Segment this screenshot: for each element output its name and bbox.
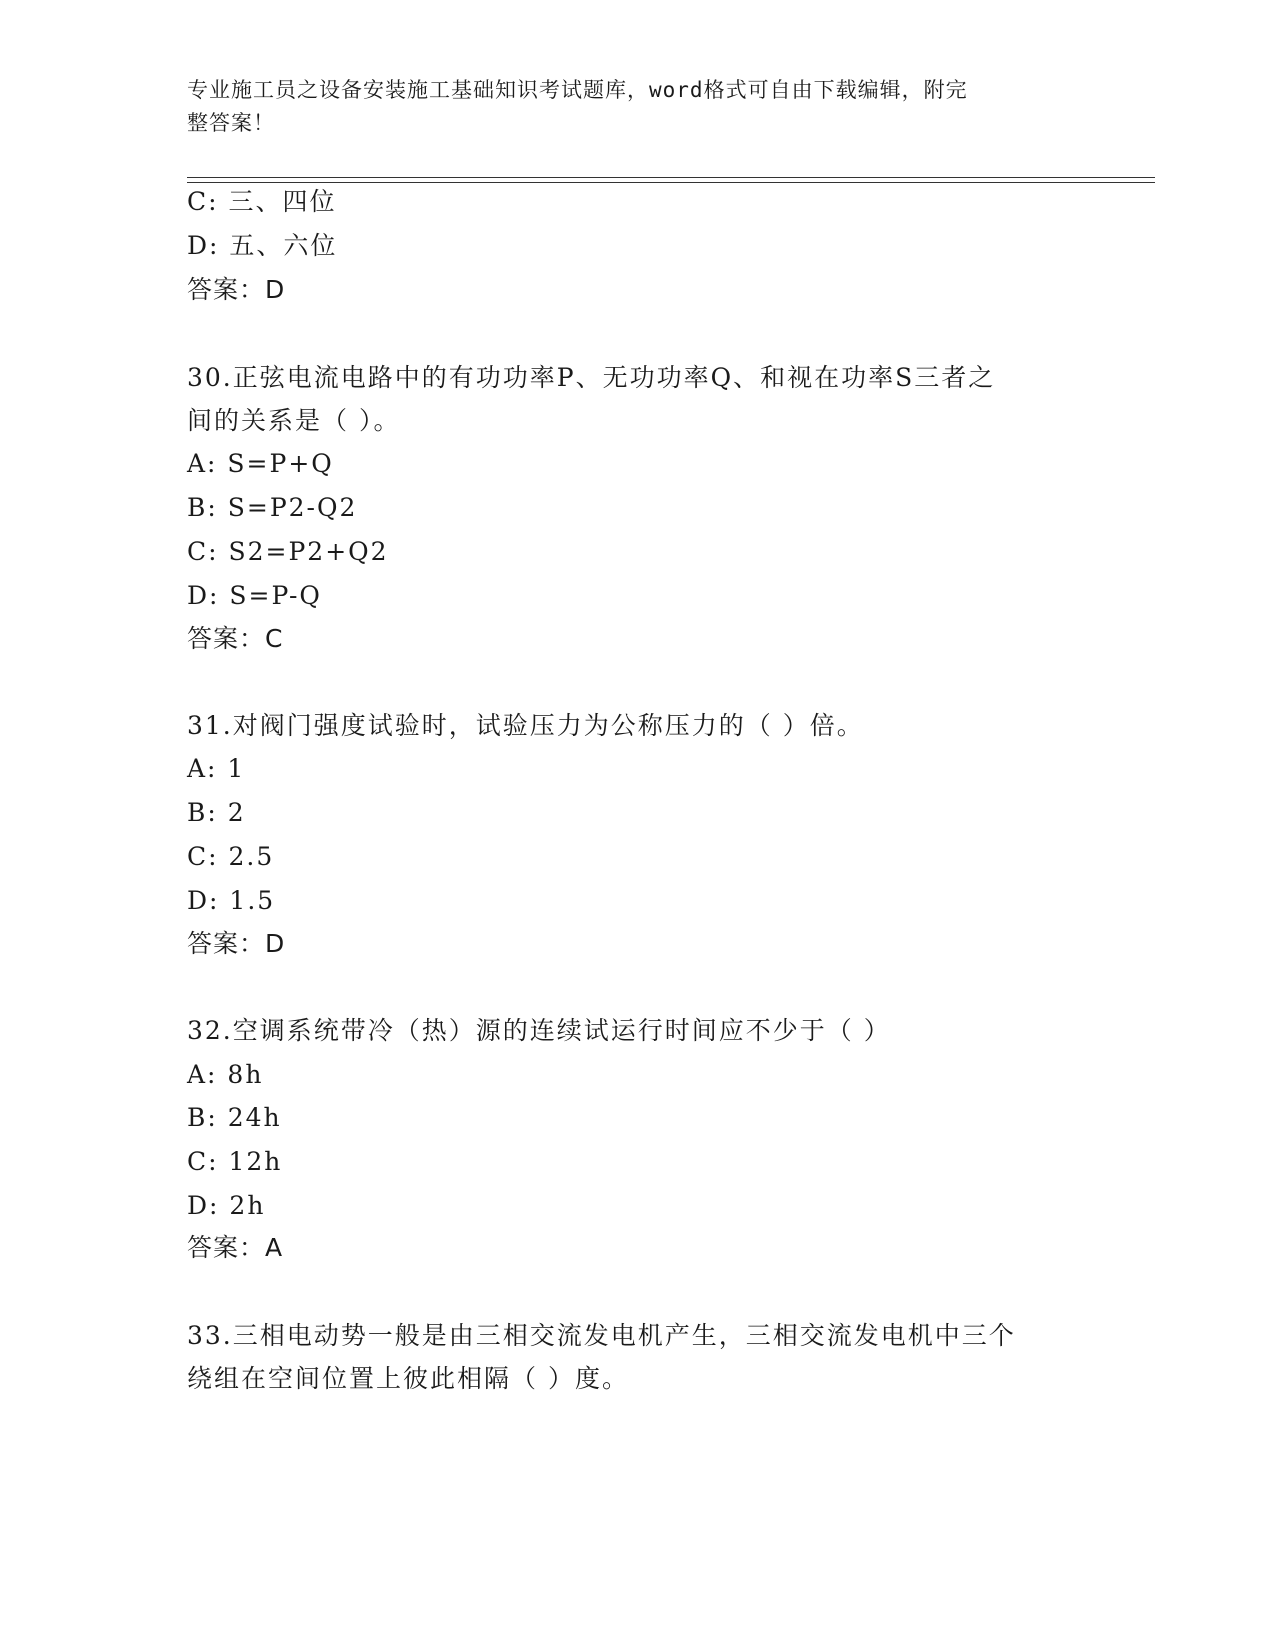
q31-answer: 答案：D [187,929,286,958]
q30-answer: 答案：C [187,624,284,653]
q31-option-c: C: 2.5 [187,842,275,871]
q32-answer: 答案：A [187,1233,284,1262]
q33-stem-line-1: 33.三相电动势一般是由三相交流发电机产生，三相交流发电机中三个 [187,1321,1016,1350]
q30-option-a: A: S=P+Q [187,449,334,478]
q32-option-c: C: 12h [187,1147,283,1176]
q33-stem-line-2: 绕组在空间位置上彼此相隔（ ）度。 [187,1364,629,1393]
q29-answer: 答案：D [187,275,286,304]
q30-stem-line-1: 30.正弦电流电路中的有功功率P、无功功率Q、和视在功率S三者之 [187,363,996,392]
q32-option-b: B: 24h [187,1103,282,1132]
q32-stem-line-1: 32.空调系统带冷（热）源的连续试运行时间应不少于（ ） [187,1016,891,1045]
q30-option-c: C: S2=P2+Q2 [187,537,389,566]
q31-option-a: A: 1 [187,754,246,783]
q29-option-d: D: 五、六位 [187,231,338,260]
q30-option-b: B: S=P2-Q2 [187,493,358,522]
q31-option-b: B: 2 [187,798,246,827]
header-title-line-1: 专业施工员之设备安装施工基础知识考试题库，word格式可自由下载编辑，附完 [187,78,968,102]
document-header [187,74,1067,140]
q30-option-d: D: S=P-Q [187,581,322,610]
q31-option-d: D: 1.5 [187,886,276,915]
q32-option-d: D: 2h [187,1191,266,1220]
q31-stem-line-1: 31.对阀门强度试验时，试验压力为公称压力的（ ）倍。 [187,711,864,740]
header-title-line-2: 整答案！ [187,111,275,135]
q29-option-c: C: 三、四位 [187,187,337,216]
header-rule-bottom [187,182,1155,183]
q30-stem-line-2: 间的关系是（ ）。 [187,406,401,435]
q32-option-a: A: 8h [187,1060,264,1089]
header-rule-top [187,177,1155,178]
